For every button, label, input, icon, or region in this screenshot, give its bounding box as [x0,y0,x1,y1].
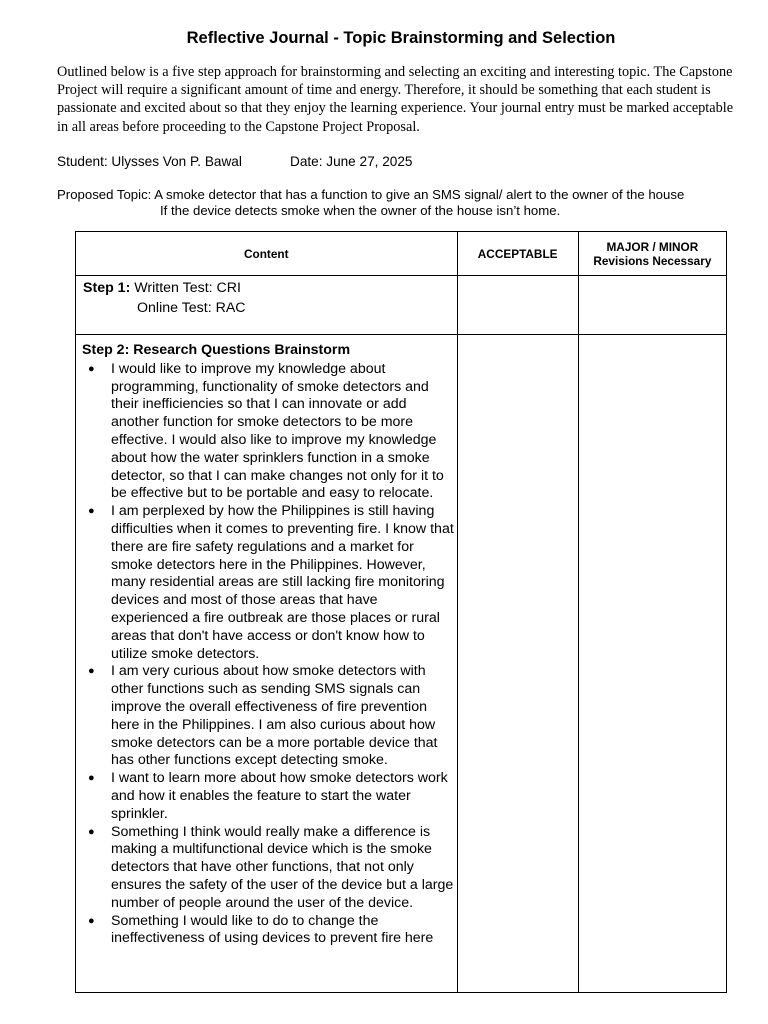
proposed-topic [57,187,757,219]
page-title: Reflective Journal - Topic Brainstorming and Selection [186,29,616,47]
step2-content [76,335,458,993]
step1-written: Written Test: CRI [134,280,241,296]
list-item: ● I want to learn more about how smoke detectors work and how it enables the feature to start the water sprinkler. [111,770,457,823]
header-major-line2: Revisions Necessary [593,253,712,268]
rubric-table [75,231,727,993]
list-item: ● Something I think would really make a difference is making a multifunctional device which is the smoke detectors that have other functions, that not only ensures the safety of the user of the device but a large number of people around the user of the device. [111,824,457,913]
step2-revisions-cell[interactable] [578,335,726,993]
header-acceptable: ACCEPTABLE [457,232,578,276]
header-major-minor [578,232,726,276]
header-content: Content [76,232,458,276]
step1-acceptable-cell[interactable] [457,276,578,335]
table-header-row [76,232,727,276]
list-item: ● I am perplexed by how the Philippines is still having difficulties when it comes to preventing fire. I know that there are fire safety regulations and a market for smoke detectors here in the Philippines. However, many residential areas are still lacking fire monitoring devices and most of those areas that have experienced a fire outbreak are those places or rural areas that don't have access or don't know how to utilize smoke detectors. [111,503,457,663]
list-item: ● I would like to improve my knowledge about programming, functionality of smoke detectors and their inefficiencies so that I can innovate or add another function for smoke detectors to be more effective. I would also like to improve my knowledge about how the water sprinklers function in a smoke detector, so that I can make changes not only for it to be effective but to be portable and easy to relocate. [111,361,457,503]
step1-label: Step 1: [83,280,131,296]
list-item: ● Something I would like to do to change the ineffectiveness of using devices to prevent fire here [111,913,457,949]
proposed-topic-line1: Proposed Topic: A smoke detector that has a function to give an SMS signal/ alert to the owner of the house [57,187,685,202]
list-item: ● I am very curious about how smoke detectors with other functions such as sending SMS signals can improve the overall effectiveness of fire prevention here in the Philippines. I am also curious about how smoke detectors can be a more portable device that has other functions except detecting smoke. [111,663,457,770]
header-major-line1: MAJOR / MINOR [606,239,699,254]
step1-content [76,276,458,335]
step2-heading: Step 2: Research Questions Brainstorm [82,342,351,358]
table-row-step2 [76,335,727,993]
step1-revisions-cell[interactable] [578,276,726,335]
date: Date: June 27, 2025 [290,154,413,169]
intro-paragraph: Outlined below is a five step approach for brainstorming and selecting an exciting and interesting topic. The Capstone Project will require a significant amount of time and energy. Therefore, it should be something that each student is passionate and excited about so that they enjoy the learning experience. Your journal entry must be marked acceptable in all areas before proceeding to the Capstone Project Proposal. [57,64,734,135]
research-questions-list [82,361,457,948]
step1-online: Online Test: RAC [137,300,246,316]
table-row-step1 [76,276,727,335]
proposed-topic-line2: If the device detects smoke when the owner of the house isn’t home. [160,203,561,218]
step2-acceptable-cell[interactable] [457,335,578,993]
student-name: Student: Ulysses Von P. Bawal [57,154,242,169]
